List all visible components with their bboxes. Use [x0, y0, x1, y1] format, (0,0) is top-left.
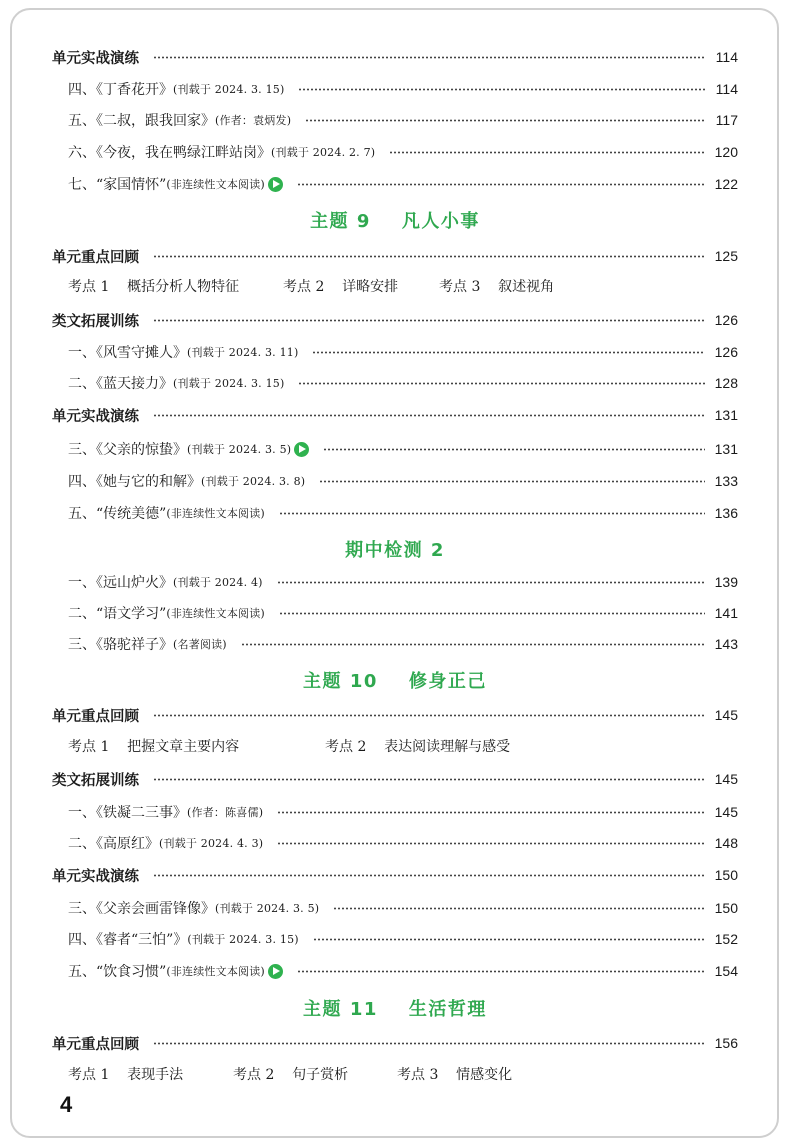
toc-entry[interactable]: 一、《远山炉火》 (刊载于 2024. 4) 139	[68, 574, 738, 591]
toc-section[interactable]: 单元重点回顾 156	[52, 1035, 738, 1053]
toc-entry[interactable]: 五、“饮食习惯” (非连续性文本阅读) 154	[68, 963, 738, 980]
leader-dots	[298, 88, 705, 91]
leader-dots	[153, 56, 706, 59]
toc-entry[interactable]: 四、《她与它的和解》 (刊载于 2024. 3. 8) 133	[68, 473, 738, 490]
leader-dots	[298, 382, 704, 385]
toc-section[interactable]: 类文拓展训练 126	[52, 312, 738, 330]
toc-section[interactable]: 类文拓展训练 145	[52, 771, 738, 789]
toc-entry[interactable]: 一、《铁凝二三事》 (作者：陈喜儒) 145	[68, 804, 738, 821]
toc-section[interactable]: 单元重点回顾 145	[52, 707, 738, 725]
leader-dots	[312, 351, 704, 354]
leader-dots	[313, 938, 705, 941]
toc-entry[interactable]: 五、《二叔，跟我回家》 (作者：袁炳发) 117	[68, 112, 738, 129]
toc-entry[interactable]: 二、“语文学习” (非连续性文本阅读) 141	[68, 605, 738, 622]
leader-dots	[153, 714, 705, 717]
leader-dots	[153, 778, 705, 781]
leader-dots	[389, 151, 704, 154]
key-points: 考点 1 表现手法 考点 2 句子赏析 考点 3 情感变化	[68, 1067, 513, 1083]
toc-entry[interactable]: 一、《风雪守摊人》 (刊载于 2024. 3. 11) 126	[68, 344, 738, 361]
toc-entry[interactable]: 三、《父亲的惊蛰》 (刊载于 2024. 3. 5) 131	[68, 441, 738, 458]
leader-dots	[279, 612, 705, 615]
toc-entry[interactable]: 三、《父亲会画雷锋像》 (刊载于 2024. 3. 5) 150	[68, 900, 738, 917]
toc-entry[interactable]: 七、“家国情怀” (非连续性文本阅读) 122	[68, 176, 738, 193]
toc-section[interactable]: 单元重点回顾 125	[52, 248, 738, 266]
leader-dots	[277, 842, 704, 845]
toc-entry[interactable]: 三、《骆驼祥子》 (名著阅读) 143	[68, 636, 738, 653]
topic-heading: 主题 11 生活哲理	[303, 999, 487, 1020]
page-number: 4	[60, 1092, 73, 1117]
toc-entry[interactable]: 六、《今夜，我在鸭绿江畔站岗》 (刊载于 2024. 2. 7) 120	[68, 144, 738, 161]
topic-heading: 主题 9 凡人小事	[310, 211, 480, 232]
toc-entry[interactable]: 二、《高原红》 (刊载于 2024. 4. 3) 148	[68, 835, 738, 852]
leader-dots	[277, 811, 704, 814]
leader-dots	[153, 414, 705, 417]
toc-entry[interactable]: 二、《蓝天接力》 (刊载于 2024. 3. 15) 128	[68, 375, 738, 392]
leader-dots	[319, 480, 704, 483]
play-circle-icon[interactable]	[294, 442, 309, 457]
toc-entry[interactable]: 四、《丁香花开》 (刊载于 2024. 3. 15) 114	[68, 81, 738, 98]
leader-dots	[305, 119, 705, 122]
topic-heading: 主题 10 修身正己	[303, 671, 487, 692]
leader-dots	[153, 255, 705, 258]
leader-dots	[277, 581, 705, 584]
play-circle-icon[interactable]	[268, 177, 283, 192]
leader-dots	[297, 183, 705, 186]
leader-dots	[297, 970, 705, 973]
leader-dots	[333, 907, 704, 910]
key-points: 考点 1 把握文章主要内容 考点 2 表达阅读理解与感受	[68, 739, 511, 755]
play-circle-icon[interactable]	[268, 964, 283, 979]
leader-dots	[279, 512, 705, 515]
toc-section[interactable]: 单元实战演练 114	[52, 49, 738, 67]
leader-dots	[153, 319, 705, 322]
leader-dots	[153, 1042, 705, 1045]
key-points: 考点 1 概括分析人物特征 考点 2 详略安排 考点 3 叙述视角	[68, 279, 555, 295]
toc-section[interactable]: 单元实战演练 131	[52, 407, 738, 425]
leader-dots	[241, 643, 705, 646]
toc-entry[interactable]: 五、“传统美德” (非连续性文本阅读) 136	[68, 505, 738, 522]
leader-dots	[153, 874, 705, 877]
toc-entry[interactable]: 四、《睿者“三怕”》 (刊载于 2024. 3. 15) 152	[68, 931, 738, 948]
leader-dots	[323, 448, 704, 451]
midterm-heading: 期中检测 2	[345, 540, 445, 561]
toc-section[interactable]: 单元实战演练 150	[52, 867, 738, 885]
